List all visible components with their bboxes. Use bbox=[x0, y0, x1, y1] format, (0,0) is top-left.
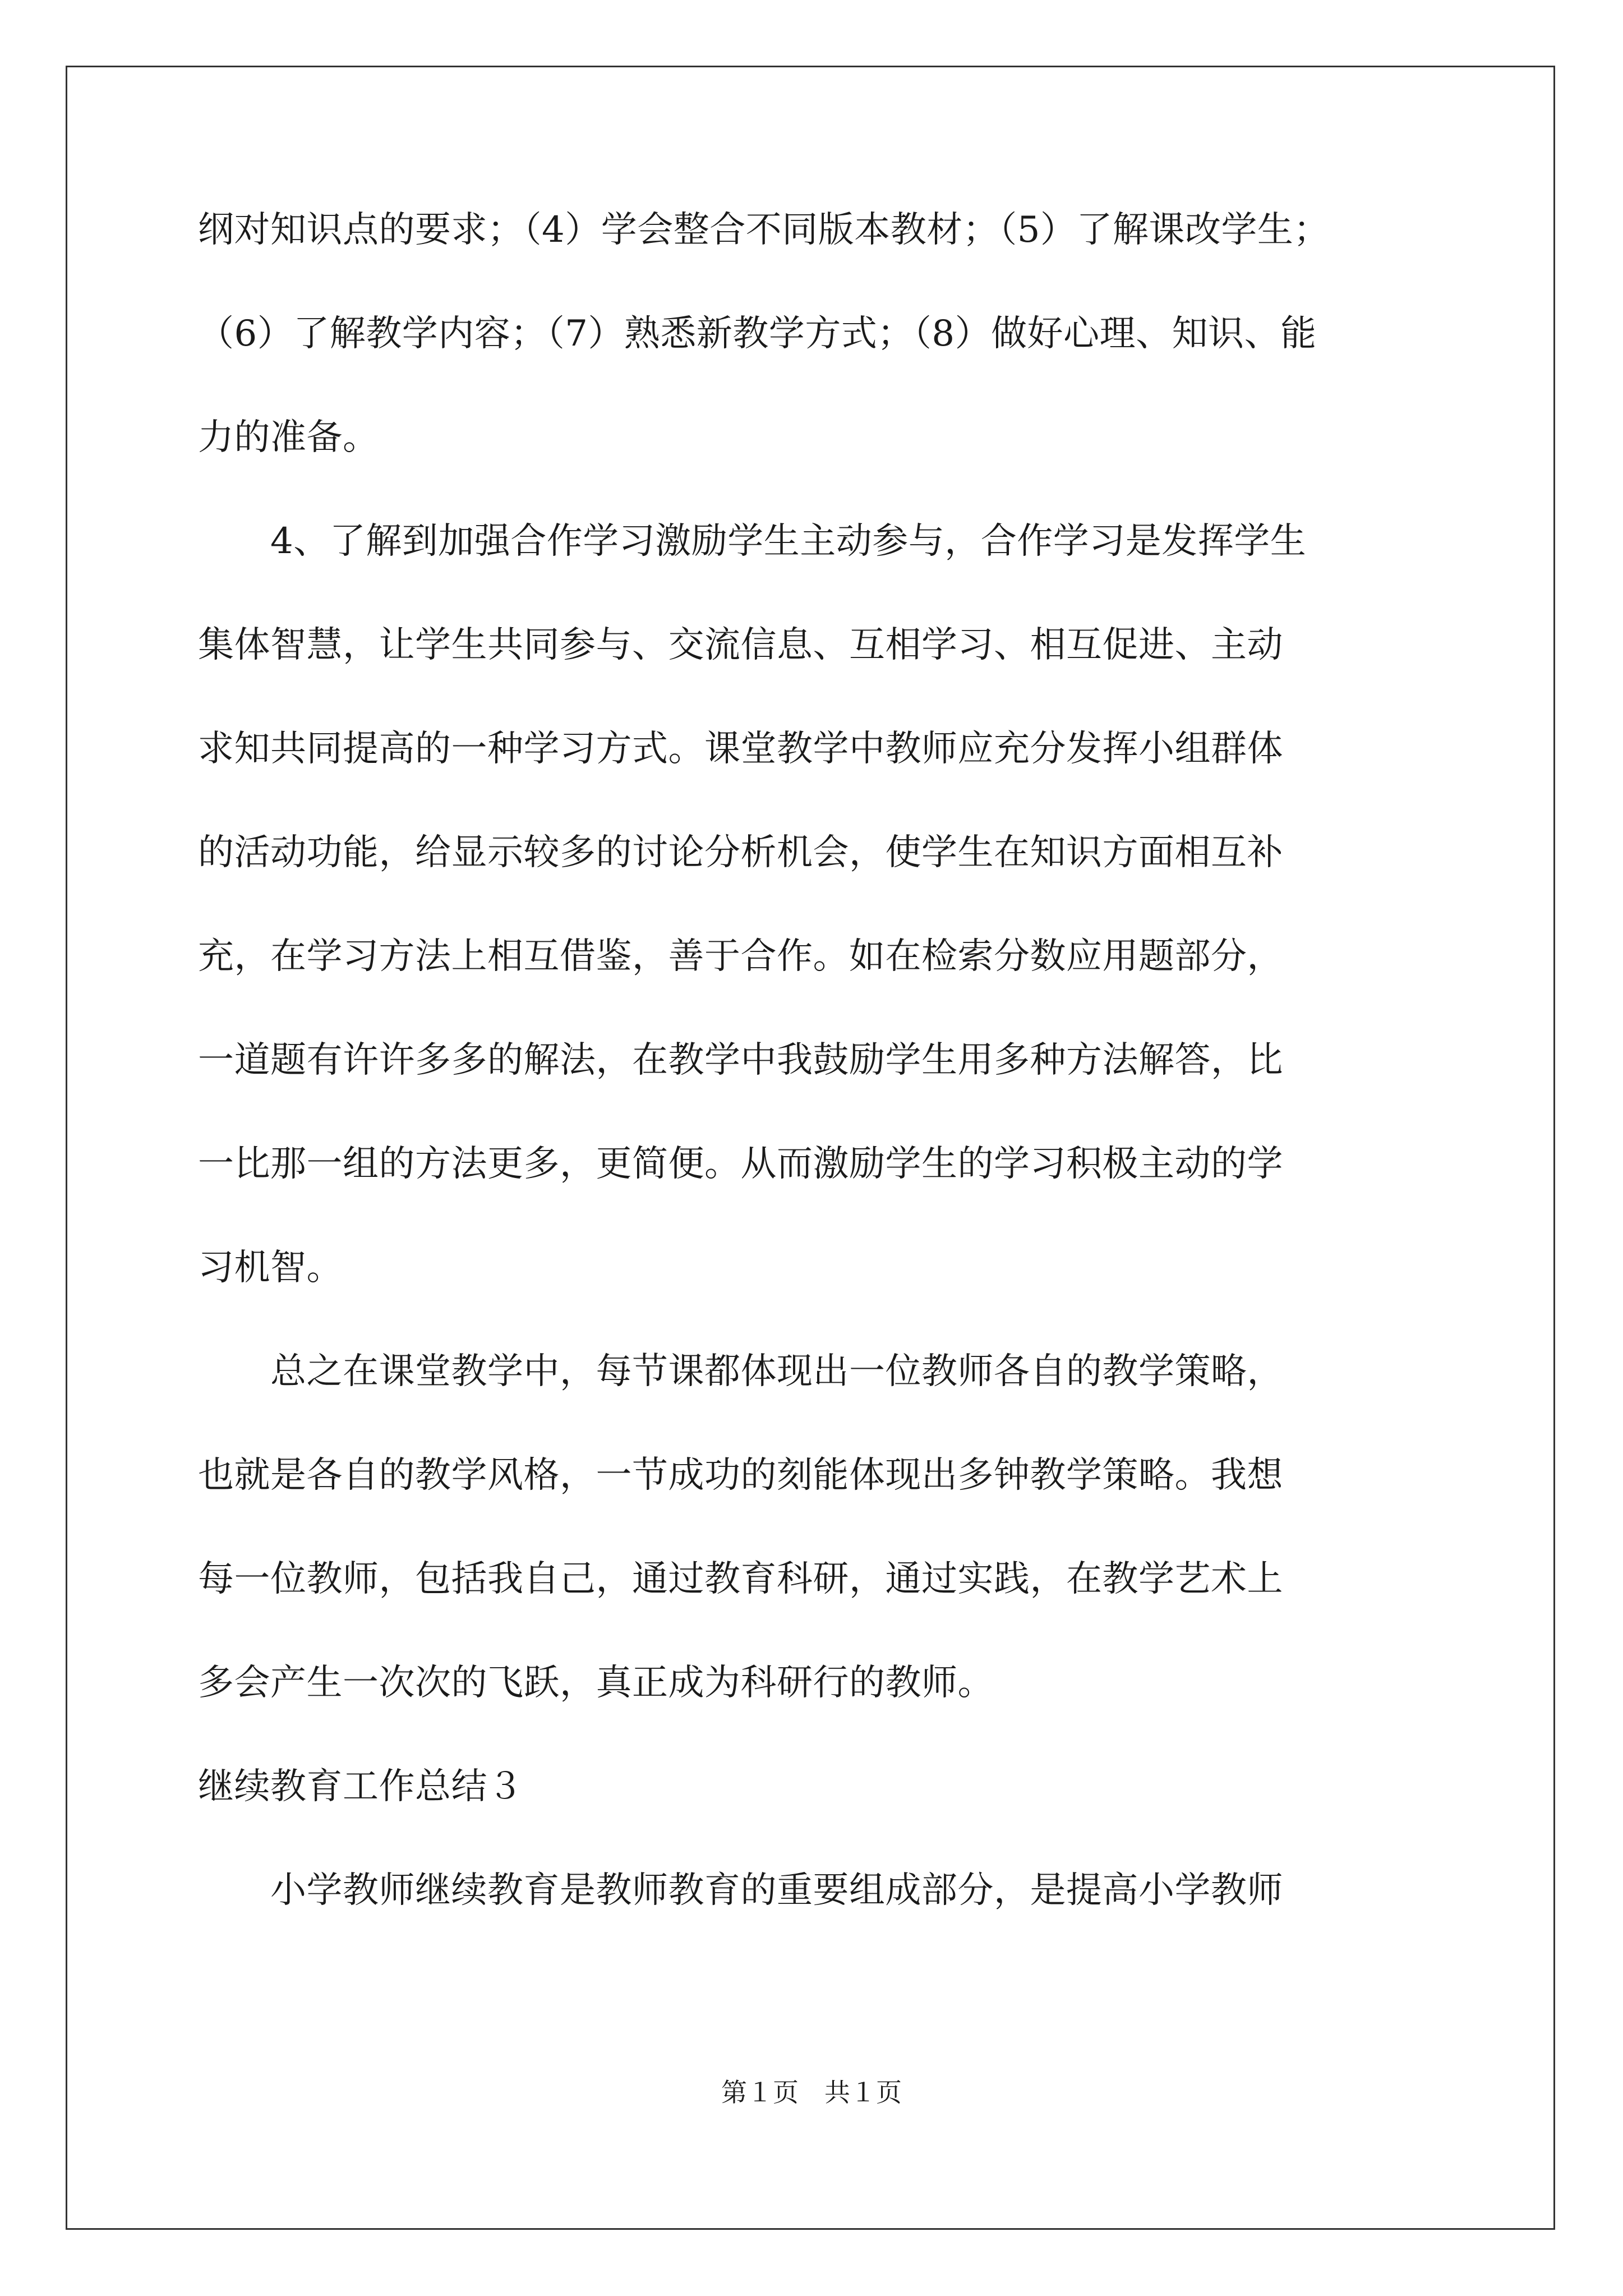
section-heading: 继续教育工作总结３ bbox=[198, 1766, 524, 1807]
text-line: 集体智慧，让学生共同参与、交流信息、互相学习、相互促进、主动 bbox=[198, 624, 1283, 666]
paragraph-start-line: 4、了解到加强合作学习激励学生主动参与，合作学习是发挥学生 bbox=[198, 521, 1307, 562]
text-line: 也就是各自的教学风格，一节成功的刻能体现出多钟教学策略。我想 bbox=[198, 1455, 1283, 1496]
text-line: 的活动功能，给显示较多的讨论分析机会，使学生在知识方面相互补 bbox=[198, 832, 1283, 873]
text-line: 多会产生一次次的飞跃，真正成为科研行的教师。 bbox=[198, 1662, 994, 1704]
paragraph-start-line: 总之在课堂教学中，每节课都体现出一位教师各自的教学策略， bbox=[198, 1351, 1283, 1392]
text-line: 习机智。 bbox=[198, 1247, 343, 1289]
text-line: 一比那一组的方法更多，更简便。从而激励学生的学习积极主动的学 bbox=[198, 1143, 1283, 1185]
page-footer: 第１页 共１页 bbox=[721, 2077, 902, 2108]
text-line: （6）了解教学内容；（7）熟悉新教学方式；（8）做好心理、知识、能 bbox=[198, 313, 1317, 355]
text-line: 力的准备。 bbox=[198, 417, 379, 458]
paragraph-start-line: 小学教师继续教育是教师教育的重要组成部分，是提高小学教师 bbox=[198, 1870, 1283, 1911]
text-line: 求知共同提高的一种学习方式。课堂教学中教师应充分发挥小组群体 bbox=[198, 728, 1283, 770]
text-line: 一道题有许许多多的解法，在教学中我鼓励学生用多种方法解答，比 bbox=[198, 1039, 1283, 1081]
text-line: 充，在学习方法上相互借鉴，善于合作。如在检索分数应用题部分， bbox=[198, 936, 1283, 977]
text-line: 每一位教师，包括我自己，通过教育科研，通过实践，在教学艺术上 bbox=[198, 1558, 1283, 1600]
text-line: 纲对知识点的要求；（4）学会整合不同版本教材；（5）了解课改学生； bbox=[198, 209, 1330, 251]
